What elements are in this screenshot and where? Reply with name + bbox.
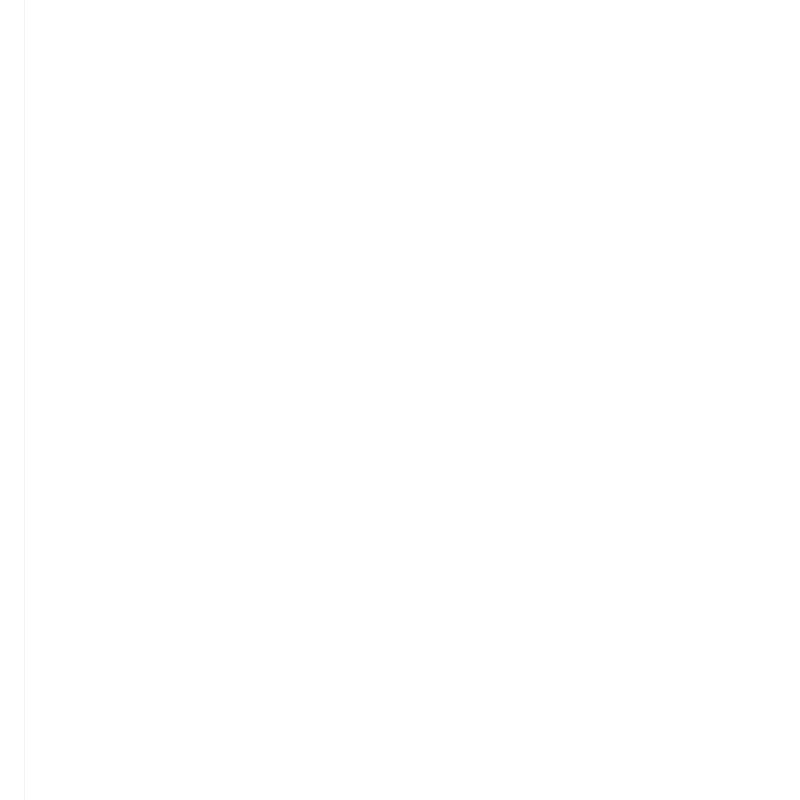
section-2-line	[17, 235, 787, 259]
section-2-line	[17, 358, 787, 382]
section-3-line	[17, 570, 787, 594]
section-2-first-line	[42, 194, 787, 218]
section-2-line	[17, 276, 787, 300]
paragraph-1-line	[17, 146, 787, 170]
section-3-line	[17, 529, 787, 553]
section-3-line	[17, 488, 787, 512]
section-2-line	[17, 399, 787, 423]
paragraph-1-line	[17, 64, 787, 88]
section-3-first-line	[42, 447, 787, 471]
paragraph-1-line	[17, 105, 787, 129]
paragraph-1-line	[17, 23, 787, 47]
section-2-line	[17, 317, 787, 341]
